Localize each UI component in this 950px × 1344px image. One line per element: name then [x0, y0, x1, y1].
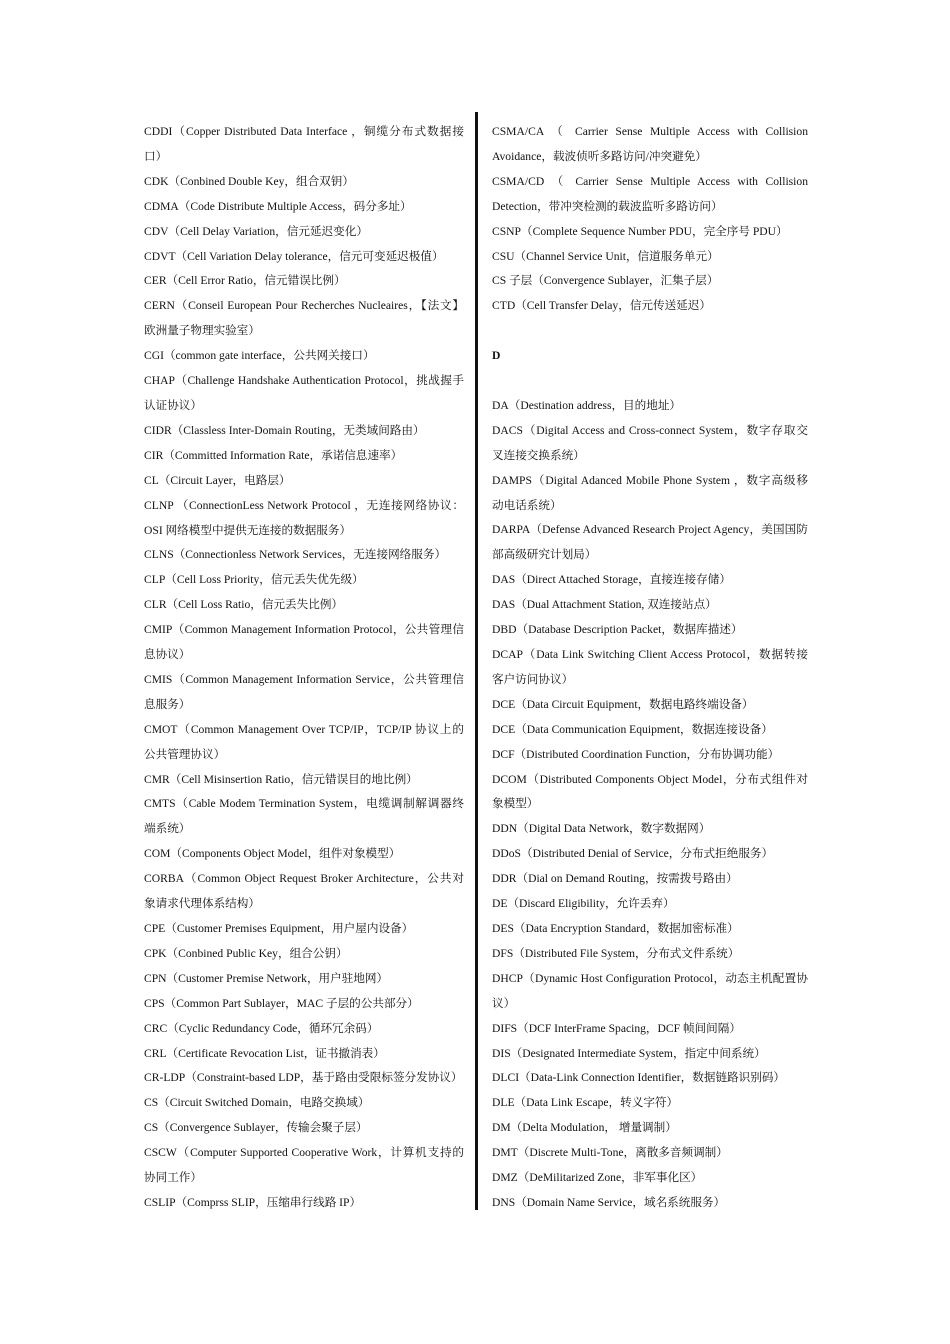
glossary-entry: DDoS（Distributed Denial of Service，分布式拒绝服务）: [492, 847, 774, 861]
glossary-entry: DIFS（DCF InterFrame Spacing，DCF 帧间间隔）: [492, 1021, 741, 1035]
glossary-entry: CRC（Cyclic Redundancy Code，循环冗余码）: [144, 1021, 379, 1035]
glossary-entry: CPS（Common Part Sublayer，MAC 子层的公共部分）: [144, 996, 419, 1010]
glossary-entry: CPK（Conbined Public Key，组合公钥）: [144, 946, 348, 960]
glossary-entry: CDV（Cell Delay Variation，信元延迟变化）: [144, 224, 368, 238]
glossary-entry: CPN（Customer Premise Network，用户驻地网）: [144, 971, 389, 985]
glossary-entry: CORBA（Common Object Request Broker Architecture，公共对象请求代理体系结构）: [144, 872, 464, 911]
glossary-entry: DARPA（Defense Advanced Research Project Agency，美国国防部高级研究计划局）: [492, 523, 808, 562]
glossary-entry: CLNP （ConnectionLess Network Protocol ，无连接网络协议：OSI 网络模型中提供无连接的数据服务）: [144, 498, 464, 537]
left-column: [144, 120, 464, 1216]
glossary-entry: DAS（Direct Attached Storage，直接连接存储）: [492, 573, 731, 587]
glossary-entry: CRL（Certificate Revocation List，证书撤消表）: [144, 1046, 385, 1060]
glossary-entry: DLCI（Data-Link Connection Identifier，数据链路识别码）: [492, 1071, 786, 1085]
glossary-entry: CS 子层（Convergence Sublayer，汇集子层）: [492, 274, 719, 288]
glossary-entry: CMOT（Common Management Over TCP/IP，TCP/IP 协议上的公共管理协议）: [144, 722, 464, 761]
blank-line: [492, 319, 808, 344]
glossary-entry: CSMA/CD （ Carrier Sense Multiple Access with Collision Detection，带冲突检测的载波监听多路访问）: [492, 174, 808, 213]
glossary-entry: CLP（Cell Loss Priority，信元丢失优先级）: [144, 573, 364, 587]
glossary-entry: DAS（Dual Attachment Station, 双连接站点）: [492, 598, 717, 612]
right-column: [492, 120, 808, 1216]
glossary-entry: CSLIP（Comprss SLIP，压缩串行线路 IP）: [144, 1195, 362, 1209]
glossary-entry: DCF（Distributed Coordination Function，分布协调功能）: [492, 747, 780, 761]
glossary-entry: DES（Data Encryption Standard，数据加密标准）: [492, 921, 739, 935]
glossary-entry: CIDR（Classless Inter-Domain Routing，无类域间路由）: [144, 423, 425, 437]
glossary-entry: CDVT（Cell Variation Delay tolerance，信元可变延迟极值）: [144, 249, 444, 263]
glossary-entry: DBD（Database Description Packet，数据库描述）: [492, 623, 743, 637]
glossary-entry: DDR（Dial on Demand Routing，按需拨号路由）: [492, 872, 738, 886]
glossary-entry: DE（Discard Eligibility，允许丢弃）: [492, 897, 675, 911]
glossary-entry: CMR（Cell Misinsertion Ratio，信元错误目的地比例）: [144, 772, 418, 786]
glossary-entry: CMIS（Common Management Information Service，公共管理信息服务）: [144, 672, 464, 711]
glossary-entry: DCOM（Distributed Components Object Model，分布式组件对象模型）: [492, 772, 808, 811]
glossary-entry: CSU（Channel Service Unit，信道服务单元）: [492, 249, 719, 263]
glossary-entry: CMIP（Common Management Information Protocol，公共管理信息协议）: [144, 623, 464, 662]
glossary-entry: DACS（Digital Access and Cross-connect System，数字存取交叉连接交换系统）: [492, 423, 808, 462]
column-divider: [475, 112, 478, 1210]
glossary-entry: DCAP（Data Link Switching Client Access Protocol，数据转接客户访问协议）: [492, 648, 808, 686]
glossary-entry: DLE（Data Link Escape，转义字符）: [492, 1096, 679, 1110]
glossary-entry: CSCW（Computer Supported Cooperative Work，计算机支持的协同工作）: [144, 1146, 464, 1185]
glossary-entry: CLR（Cell Loss Ratio，信元丢失比例）: [144, 598, 344, 612]
glossary-entry: CMTS（Cable Modem Termination System，电缆调制解调器终端系统）: [144, 797, 464, 836]
glossary-entry: CPE（Customer Premises Equipment，用户屋内设备）: [144, 922, 414, 935]
glossary-entry: DMZ（DeMilitarized Zone，非军事化区）: [492, 1171, 703, 1185]
glossary-entry: CSMA/CA （ Carrier Sense Multiple Access with Collision Avoidance，载波侦听多路访问/冲突避免）: [492, 125, 808, 163]
section-heading: D: [492, 349, 501, 363]
glossary-entry: COM（Components Object Model，组件对象模型）: [144, 847, 401, 861]
glossary-entry: DA（Destination address，目的地址）: [492, 398, 682, 412]
glossary-entry: DM（Delta Modulation， 增量调制）: [492, 1121, 677, 1135]
glossary-entry: CDMA（Code Distribute Multiple Access，码分多址）: [144, 199, 412, 213]
glossary-entry: DCE（Data Circuit Equipment，数据电路终端设备）: [492, 697, 754, 711]
glossary-entry: CGI（common gate interface，公共网关接口）: [144, 349, 375, 363]
glossary-entry: DAMPS（Digital Adanced Mobile Phone System ，数字高级移动电话系统）: [492, 473, 808, 512]
glossary-entry: DIS（Designated Intermediate System，指定中间系统）: [492, 1046, 766, 1060]
glossary-entry: CERN（Conseil European Pour Recherches Nucleaires，【法文】欧洲量子物理实验室）: [144, 299, 464, 338]
glossary-entry: CIR（Committed Information Rate，承诺信息速率）: [144, 448, 403, 462]
glossary-entry: CL（Circuit Layer，电路层）: [144, 473, 291, 487]
glossary-entry: DFS（Distributed File System，分布式文件系统）: [492, 946, 740, 960]
glossary-entry: DDN（Digital Data Network，数字数据网）: [492, 822, 711, 836]
glossary-entry: CHAP（Challenge Handshake Authentication Protocol，挑战握手认证协议）: [144, 374, 464, 412]
glossary-entry: CS（Circuit Switched Domain，电路交换域）: [144, 1096, 370, 1110]
glossary-entry: CSNP（Complete Sequence Number PDU，完全序号 PDU）: [492, 224, 788, 238]
glossary-entry: CDDI（Copper Distributed Data Interface ，铜缆分布式数据接口）: [144, 125, 464, 163]
glossary-entry: CTD（Cell Transfer Delay，信元传送延迟）: [492, 299, 711, 313]
glossary-entry: DMT（Discrete Multi-Tone，离散多音频调制）: [492, 1146, 728, 1160]
glossary-entry: CDK（Conbined Double Key，组合双钥）: [144, 174, 354, 188]
glossary-entry: CR-LDP（Constraint-based LDP，基于路由受限标签分发协议）: [144, 1071, 463, 1085]
glossary-entry: CER（Cell Error Ratio，信元错误比例）: [144, 274, 346, 288]
glossary-entry: DNS（Domain Name Service，域名系统服务）: [492, 1195, 726, 1209]
glossary-entry: CS（Convergence Sublayer，传输会聚子层）: [144, 1121, 368, 1135]
glossary-entry: DCE（Data Communication Equipment，数据连接设备）: [492, 722, 773, 736]
glossary-entry: DHCP（Dynamic Host Configuration Protocol，动态主机配置协议）: [492, 971, 808, 1010]
glossary-entry: CLNS（Connectionless Network Services，无连接网络服务）: [144, 548, 447, 562]
